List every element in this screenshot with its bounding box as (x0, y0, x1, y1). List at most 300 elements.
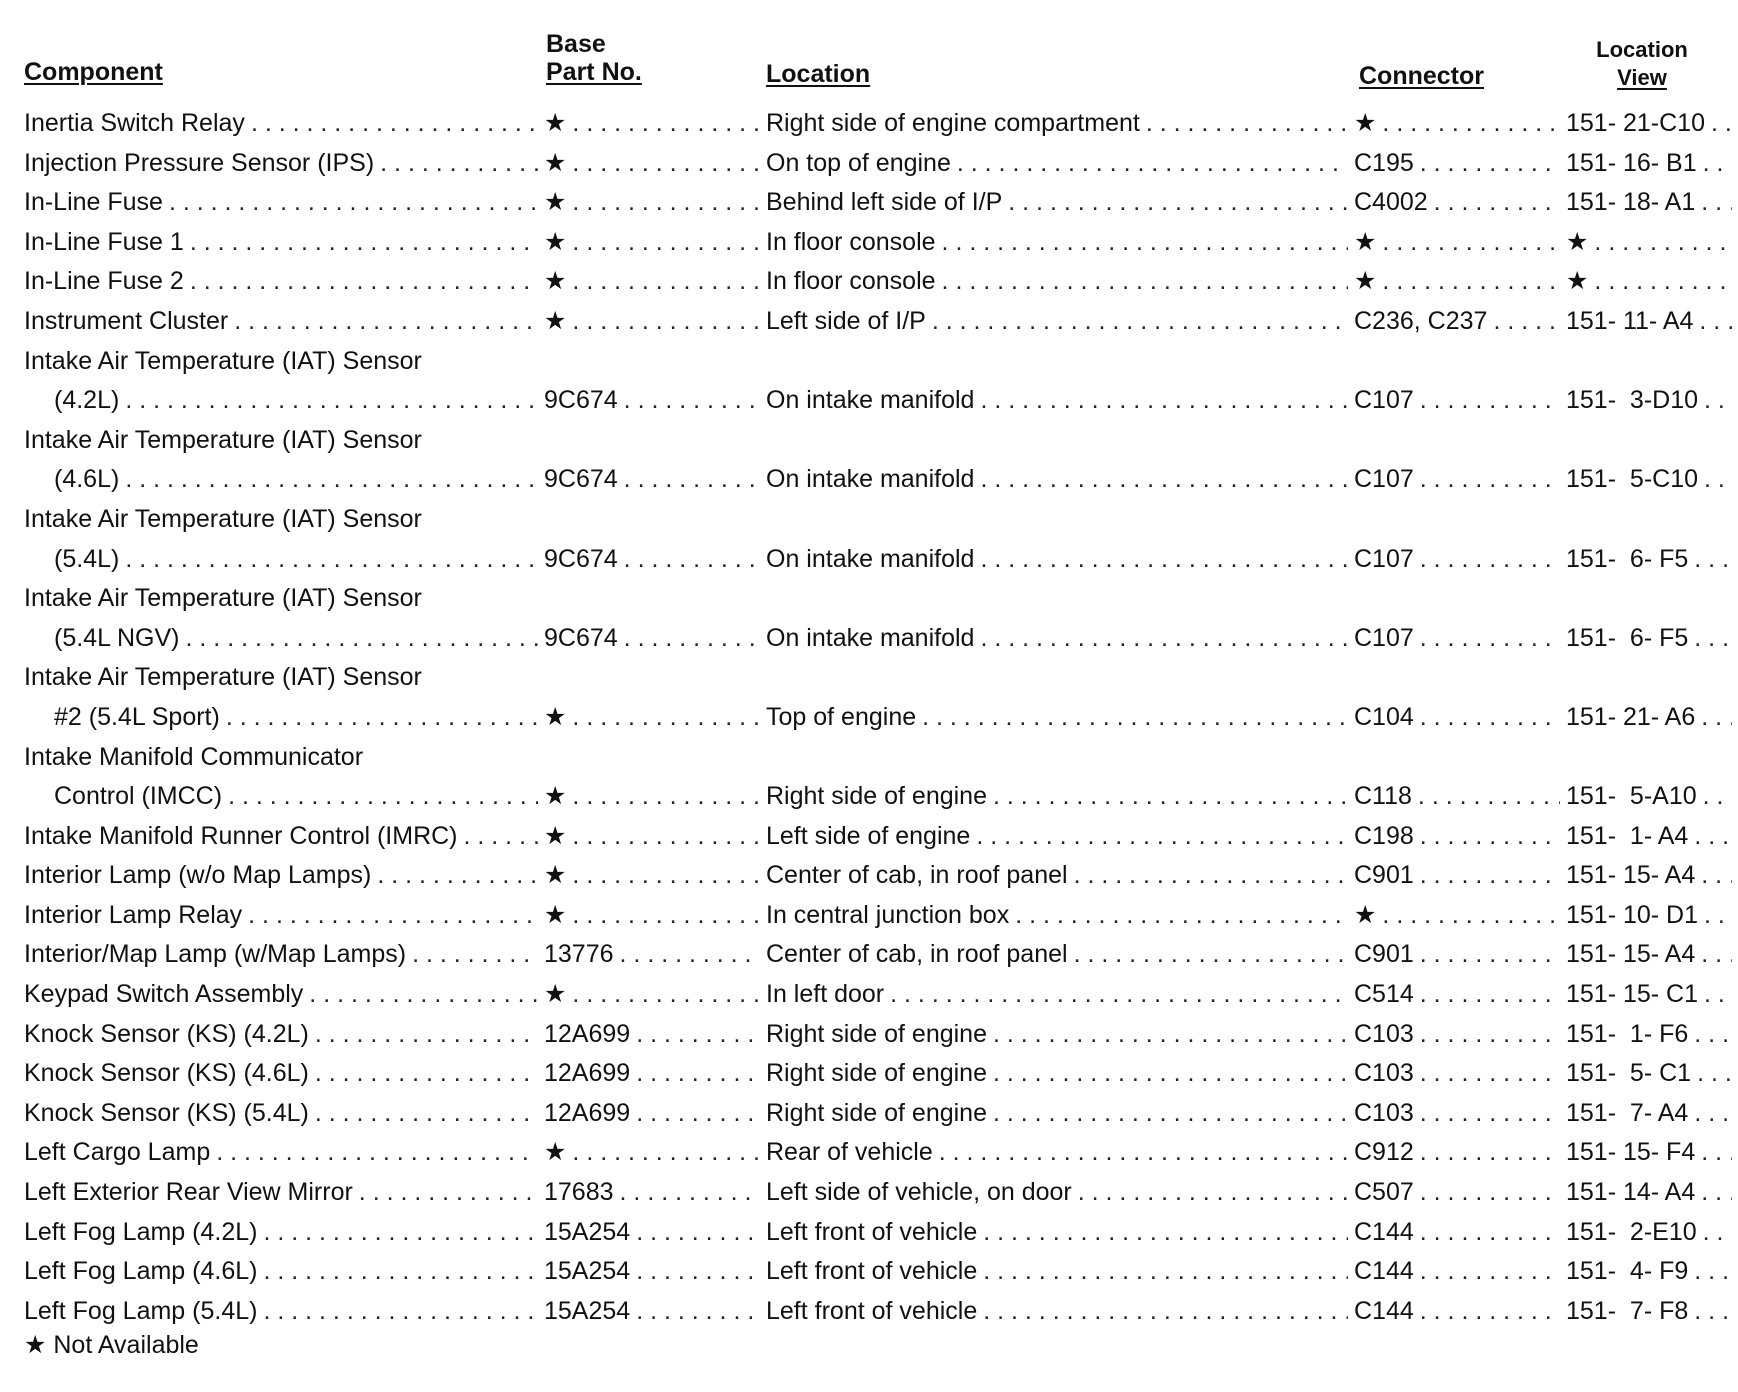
cell-location-view (1566, 1252, 1738, 1292)
dot-leader (624, 540, 760, 580)
cell-component (24, 460, 544, 500)
cell-location-text: In central junction box (766, 900, 1010, 929)
cell-part-no (544, 144, 766, 184)
cell-connector-text: C118 (1354, 782, 1412, 811)
dot-leader (228, 777, 538, 817)
cell-component-text: Inertia Switch Relay (24, 109, 245, 137)
dot-leader (942, 262, 1348, 302)
cell-location-text: Right side of engine (766, 1098, 987, 1127)
table-row (0, 817, 1738, 857)
dot-leader (1694, 1252, 1732, 1292)
cell-location-view-text: 151- 15- F4 (1566, 1138, 1696, 1167)
dot-leader (1703, 1213, 1732, 1253)
cell-component (24, 223, 544, 263)
cell-component (24, 1292, 544, 1332)
cell-part-no (544, 1015, 766, 1055)
cell-part-no (544, 1094, 766, 1134)
table-row (0, 262, 1738, 302)
cell-part-no (544, 183, 766, 223)
cell-connector-text: C912 (1354, 1138, 1414, 1167)
table-row (0, 302, 1738, 342)
cell-component (24, 1133, 544, 1173)
cell-component-text: Intake Air Temperature (IAT) Sensor (24, 504, 422, 533)
dot-leader (1015, 896, 1348, 936)
cell-component-text: Intake Air Temperature (IAT) Sensor (24, 425, 422, 454)
cell-component (24, 817, 544, 857)
dot-leader (620, 1173, 760, 1213)
cell-connector (1354, 935, 1566, 975)
dot-leader (983, 1292, 1348, 1332)
cell-location-text: Left side of I/P (766, 306, 926, 335)
cell-location (766, 302, 1354, 342)
dot-leader (624, 381, 760, 421)
cell-connector-text: C144 (1354, 1257, 1414, 1286)
cell-connector-text: C236, C237 (1354, 306, 1488, 335)
table-row (0, 1252, 1738, 1292)
header-view-line2: View (1617, 65, 1667, 90)
cell-connector-text: C107 (1354, 623, 1414, 652)
cell-location-view (1566, 856, 1738, 896)
dot-leader (572, 777, 760, 817)
dot-leader (1701, 1133, 1732, 1173)
cell-connector-text: C507 (1354, 1178, 1414, 1207)
dot-leader (993, 1054, 1348, 1094)
cell-location (766, 1015, 1354, 1055)
dot-leader (1704, 896, 1732, 936)
cell-connector (1354, 144, 1566, 184)
table-row (0, 1015, 1738, 1055)
cell-location (766, 1213, 1354, 1253)
cell-location (766, 144, 1354, 184)
dot-leader (1074, 935, 1348, 975)
dot-leader (572, 262, 760, 302)
cell-component (24, 777, 544, 817)
dot-leader (1420, 540, 1560, 580)
cell-part-no-text: 15A254 (544, 1217, 631, 1246)
cell-location-view-text: 151- 11- A4 (1566, 306, 1694, 335)
cell-location-view-text: 151- 10- D1 (1566, 900, 1699, 929)
table-row (0, 579, 1738, 619)
dot-leader (1594, 262, 1732, 302)
cell-part-no-text: 9C674 (544, 544, 618, 573)
cell-part-no-text: 13776 (544, 940, 614, 969)
cell-part-no-text: 9C674 (544, 465, 618, 494)
dot-leader (234, 302, 538, 342)
dot-leader (186, 619, 538, 659)
cell-part-no-text: ★ (544, 148, 567, 177)
cell-location-text: Rear of vehicle (766, 1138, 933, 1167)
dot-leader (377, 856, 538, 896)
dot-leader (125, 540, 538, 580)
dot-leader (1701, 935, 1732, 975)
cell-connector-text: C103 (1354, 1059, 1414, 1088)
cell-location (766, 540, 1354, 580)
dot-leader (572, 183, 760, 223)
dot-leader (572, 975, 760, 1015)
table-row (0, 183, 1738, 223)
cell-location (766, 1094, 1354, 1134)
cell-location-view-text: 151- 1- A4 (1566, 821, 1689, 850)
cell-location-text: In floor console (766, 227, 936, 256)
dot-leader (890, 975, 1348, 1015)
cell-location-view-text: 151- 6- F5 (1566, 623, 1689, 652)
cell-location-view-text: 151- 7- F8 (1566, 1296, 1689, 1325)
dot-leader (1697, 1054, 1732, 1094)
cell-component-text: Intake Air Temperature (IAT) Sensor (24, 346, 422, 375)
cell-location-text: In floor console (766, 267, 936, 296)
cell-part-no (544, 460, 766, 500)
dot-leader (980, 460, 1348, 500)
cell-connector (1354, 262, 1566, 302)
table-row (0, 144, 1738, 184)
cell-location-text: On intake manifold (766, 623, 975, 652)
dot-leader (216, 1133, 538, 1173)
cell-connector-text: C195 (1354, 148, 1414, 177)
dot-leader (251, 104, 538, 144)
cell-component-text: Interior/Map Lamp (w/Map Lamps) (24, 940, 407, 969)
dot-leader (263, 1252, 538, 1292)
cell-connector-text: C901 (1354, 861, 1414, 890)
cell-component (24, 579, 544, 619)
cell-location-view-text: 151- 21- A6 (1566, 702, 1696, 731)
cell-part-no (544, 698, 766, 738)
cell-connector (1354, 856, 1566, 896)
dot-leader (624, 460, 760, 500)
cell-location-view (1566, 183, 1738, 223)
dot-leader (1146, 104, 1348, 144)
cell-connector-text: ★ (1354, 267, 1377, 296)
dot-leader (1694, 1094, 1732, 1134)
dot-leader (1418, 777, 1560, 817)
dot-leader (1420, 144, 1560, 184)
header-base-line2: Part No. (546, 58, 642, 86)
cell-location-text: Left front of vehicle (766, 1217, 978, 1246)
cell-component-text: In-Line Fuse (24, 188, 163, 217)
dot-leader (169, 183, 538, 223)
cell-location-text: Left front of vehicle (766, 1257, 978, 1286)
cell-component-text: Left Exterior Rear View Mirror (24, 1178, 353, 1207)
cell-location (766, 1133, 1354, 1173)
dot-leader (309, 975, 538, 1015)
cell-component (24, 1252, 544, 1292)
cell-location-text: Left front of vehicle (766, 1296, 978, 1325)
table-row (0, 500, 1738, 540)
cell-component-text: Knock Sensor (KS) (5.4L) (24, 1098, 309, 1127)
cell-part-no (544, 975, 766, 1015)
dot-leader (572, 223, 760, 263)
cell-part-no (544, 223, 766, 263)
cell-location (766, 460, 1354, 500)
cell-location-view (1566, 144, 1738, 184)
dot-leader (1420, 381, 1560, 421)
cell-connector-text: C198 (1354, 821, 1414, 850)
cell-location-view-text: 151- 16- B1 (1566, 148, 1697, 177)
dot-leader (636, 1292, 760, 1332)
cell-location-text: Left side of vehicle, on door (766, 1178, 1072, 1207)
dot-leader (624, 619, 760, 659)
cell-component-text: (4.6L) (54, 465, 120, 494)
cell-component-text: Left Fog Lamp (4.2L) (24, 1217, 258, 1246)
cell-component-text: Knock Sensor (KS) (4.6L) (24, 1059, 309, 1088)
cell-location-text: Right side of engine compartment (766, 109, 1140, 137)
dot-leader (976, 817, 1348, 857)
cell-location-view-text: 151- 15- A4 (1566, 940, 1696, 969)
cell-component (24, 381, 544, 421)
cell-connector-text: ★ (1354, 109, 1377, 137)
dot-leader (380, 144, 538, 184)
cell-component-text: Intake Manifold Communicator (24, 742, 364, 771)
cell-component (24, 975, 544, 1015)
table-row (0, 856, 1738, 896)
cell-location (766, 896, 1354, 936)
cell-location-view-text: 151- 2-E10 (1566, 1217, 1697, 1246)
cell-location-text: Behind left side of I/P (766, 188, 1003, 217)
cell-component (24, 1054, 544, 1094)
dot-leader (1704, 381, 1732, 421)
dot-leader (1420, 1094, 1560, 1134)
cell-location-view-text: 151- 15- A4 (1566, 861, 1696, 890)
table-row (0, 738, 1738, 778)
dot-leader (190, 262, 538, 302)
table-row (0, 421, 1738, 461)
cell-part-no-text: 15A254 (544, 1257, 631, 1286)
dot-leader (226, 698, 538, 738)
dot-leader (980, 540, 1348, 580)
cell-part-no-text: ★ (544, 821, 567, 850)
dot-leader (1493, 302, 1560, 342)
table-row (0, 777, 1738, 817)
dot-leader (1704, 460, 1732, 500)
dot-leader (993, 1015, 1348, 1055)
dot-leader (464, 817, 539, 857)
cell-connector-text: C104 (1354, 702, 1414, 731)
dot-leader (620, 935, 760, 975)
cell-connector (1354, 223, 1566, 263)
cell-location-view (1566, 460, 1738, 500)
cell-connector (1354, 1292, 1566, 1332)
cell-part-no-text: ★ (544, 861, 567, 890)
table-row (0, 1173, 1738, 1213)
dot-leader (1701, 1173, 1732, 1213)
cell-component-text: Intake Air Temperature (IAT) Sensor (24, 663, 422, 692)
cell-location-view (1566, 698, 1738, 738)
footnote-not-available: ★ Not Available (24, 1331, 199, 1359)
cell-part-no-text: ★ (544, 267, 567, 296)
dot-leader (572, 1133, 760, 1173)
cell-part-no (544, 104, 766, 144)
dot-leader (572, 896, 760, 936)
cell-connector (1354, 1133, 1566, 1173)
cell-connector-text: ★ (1354, 900, 1377, 929)
cell-connector-text: C107 (1354, 465, 1414, 494)
cell-component-text: (5.4L) (54, 544, 120, 573)
dot-leader (1694, 619, 1732, 659)
dot-leader (636, 1213, 760, 1253)
cell-component-text: Instrument Cluster (24, 306, 229, 335)
dot-leader (1694, 540, 1732, 580)
cell-location-view-text: 151- 15- C1 (1566, 980, 1699, 1009)
cell-part-no (544, 619, 766, 659)
cell-part-no-text: 9C674 (544, 386, 618, 415)
cell-location-view (1566, 1292, 1738, 1332)
dot-leader (1420, 1015, 1560, 1055)
cell-location-view (1566, 540, 1738, 580)
cell-part-no-text: 12A699 (544, 1019, 631, 1048)
cell-location-text: Left side of engine (766, 821, 971, 850)
table-row (0, 104, 1738, 144)
cell-connector (1354, 381, 1566, 421)
cell-part-no (544, 302, 766, 342)
dot-leader (1703, 144, 1732, 184)
cell-connector-text: C4002 (1354, 188, 1428, 217)
cell-location-view-text: 151- 6- F5 (1566, 544, 1689, 573)
cell-component (24, 698, 544, 738)
cell-part-no-text: ★ (544, 900, 567, 929)
dot-leader (1382, 262, 1560, 302)
cell-component (24, 1015, 544, 1055)
cell-part-no-text: ★ (544, 109, 567, 137)
cell-connector-text: C107 (1354, 386, 1414, 415)
dot-leader (1008, 183, 1348, 223)
cell-connector (1354, 896, 1566, 936)
cell-location-text: Right side of engine (766, 1019, 987, 1048)
table-row (0, 1133, 1738, 1173)
cell-connector-text: C144 (1354, 1217, 1414, 1246)
cell-connector (1354, 698, 1566, 738)
dot-leader (932, 302, 1348, 342)
cell-location (766, 1054, 1354, 1094)
cell-connector (1354, 1094, 1566, 1134)
dot-leader (572, 698, 760, 738)
dot-leader (412, 935, 538, 975)
dot-leader (572, 144, 760, 184)
cell-component (24, 619, 544, 659)
table-row (0, 935, 1738, 975)
cell-component-text: (4.2L) (54, 386, 120, 415)
cell-part-no-text: ★ (544, 980, 567, 1009)
cell-component (24, 935, 544, 975)
cell-connector-text: C901 (1354, 940, 1414, 969)
cell-component (24, 1094, 544, 1134)
cell-location-view (1566, 1173, 1738, 1213)
cell-component (24, 1173, 544, 1213)
dot-leader (1701, 856, 1732, 896)
dot-leader (359, 1173, 538, 1213)
cell-component-text: In-Line Fuse 1 (24, 227, 184, 256)
table-row (0, 540, 1738, 580)
cell-part-no (544, 1133, 766, 1173)
cell-connector (1354, 619, 1566, 659)
cell-component (24, 738, 544, 778)
cell-location (766, 817, 1354, 857)
table-row (0, 342, 1738, 382)
cell-part-no (544, 777, 766, 817)
cell-part-no (544, 540, 766, 580)
cell-location-view-text: 151- 5-C10 (1566, 465, 1699, 494)
cell-part-no (544, 381, 766, 421)
dot-leader (1594, 223, 1732, 263)
dot-leader (636, 1094, 760, 1134)
cell-component-text: Left Fog Lamp (5.4L) (24, 1296, 258, 1325)
header-base-line1: Base (546, 30, 606, 58)
cell-location (766, 223, 1354, 263)
dot-leader (1704, 975, 1732, 1015)
dot-leader (1694, 1292, 1732, 1332)
cell-part-no-text: 12A699 (544, 1059, 631, 1088)
cell-connector (1354, 540, 1566, 580)
dot-leader (248, 896, 538, 936)
cell-location-view (1566, 1015, 1738, 1055)
cell-component-text: Interior Lamp Relay (24, 900, 243, 929)
cell-location-view (1566, 975, 1738, 1015)
cell-location-view (1566, 896, 1738, 936)
cell-connector (1354, 460, 1566, 500)
dot-leader (572, 817, 760, 857)
cell-location (766, 1292, 1354, 1332)
dot-leader (993, 777, 1348, 817)
cell-connector-text: C144 (1354, 1296, 1414, 1325)
cell-component (24, 262, 544, 302)
cell-part-no (544, 935, 766, 975)
dot-leader (980, 381, 1348, 421)
cell-connector (1354, 183, 1566, 223)
dot-leader (125, 460, 538, 500)
cell-connector-text: C103 (1354, 1019, 1414, 1048)
cell-component-text: Interior Lamp (w/o Map Lamps) (24, 861, 372, 890)
cell-component (24, 540, 544, 580)
dot-leader (1382, 104, 1560, 144)
header-view-line1: Location (1596, 37, 1688, 62)
dot-leader (263, 1213, 538, 1253)
dot-leader (315, 1094, 538, 1134)
cell-location-view-text: ★ (1566, 267, 1589, 296)
cell-location (766, 698, 1354, 738)
cell-part-no-text: 15A254 (544, 1296, 631, 1325)
cell-part-no-text: ★ (544, 306, 567, 335)
dot-leader (1420, 817, 1560, 857)
dot-leader (1420, 856, 1560, 896)
dot-leader (1703, 777, 1732, 817)
dot-leader (942, 223, 1348, 263)
cell-component-text: Knock Sensor (KS) (4.2L) (24, 1019, 309, 1048)
dot-leader (190, 223, 538, 263)
dot-leader (1420, 1054, 1560, 1094)
header-connector (1359, 62, 1484, 90)
cell-location-view (1566, 1133, 1738, 1173)
cell-component-text: Injection Pressure Sensor (IPS) (24, 148, 375, 177)
cell-location-view-text: 151- 14- A4 (1566, 1178, 1696, 1207)
header-location (766, 60, 870, 88)
cell-location-view-text: ★ (1566, 227, 1589, 256)
cell-component-text: Keypad Switch Assembly (24, 980, 304, 1009)
cell-component (24, 144, 544, 184)
cell-location-text: In left door (766, 980, 885, 1009)
dot-leader (1420, 1292, 1560, 1332)
cell-location-view (1566, 381, 1738, 421)
dot-leader (263, 1292, 538, 1332)
cell-component-text: In-Line Fuse 2 (24, 267, 184, 296)
table-row (0, 1292, 1738, 1332)
cell-location-view (1566, 1094, 1738, 1134)
cell-part-no-text: ★ (544, 188, 567, 217)
cell-connector (1354, 1173, 1566, 1213)
dot-leader (636, 1015, 760, 1055)
cell-location-text: Right side of engine (766, 1059, 987, 1088)
cell-location-view-text: 151- 5- C1 (1566, 1059, 1692, 1088)
cell-component (24, 104, 544, 144)
cell-location-view-text: 151- 5-A10 (1566, 782, 1697, 811)
cell-part-no (544, 896, 766, 936)
